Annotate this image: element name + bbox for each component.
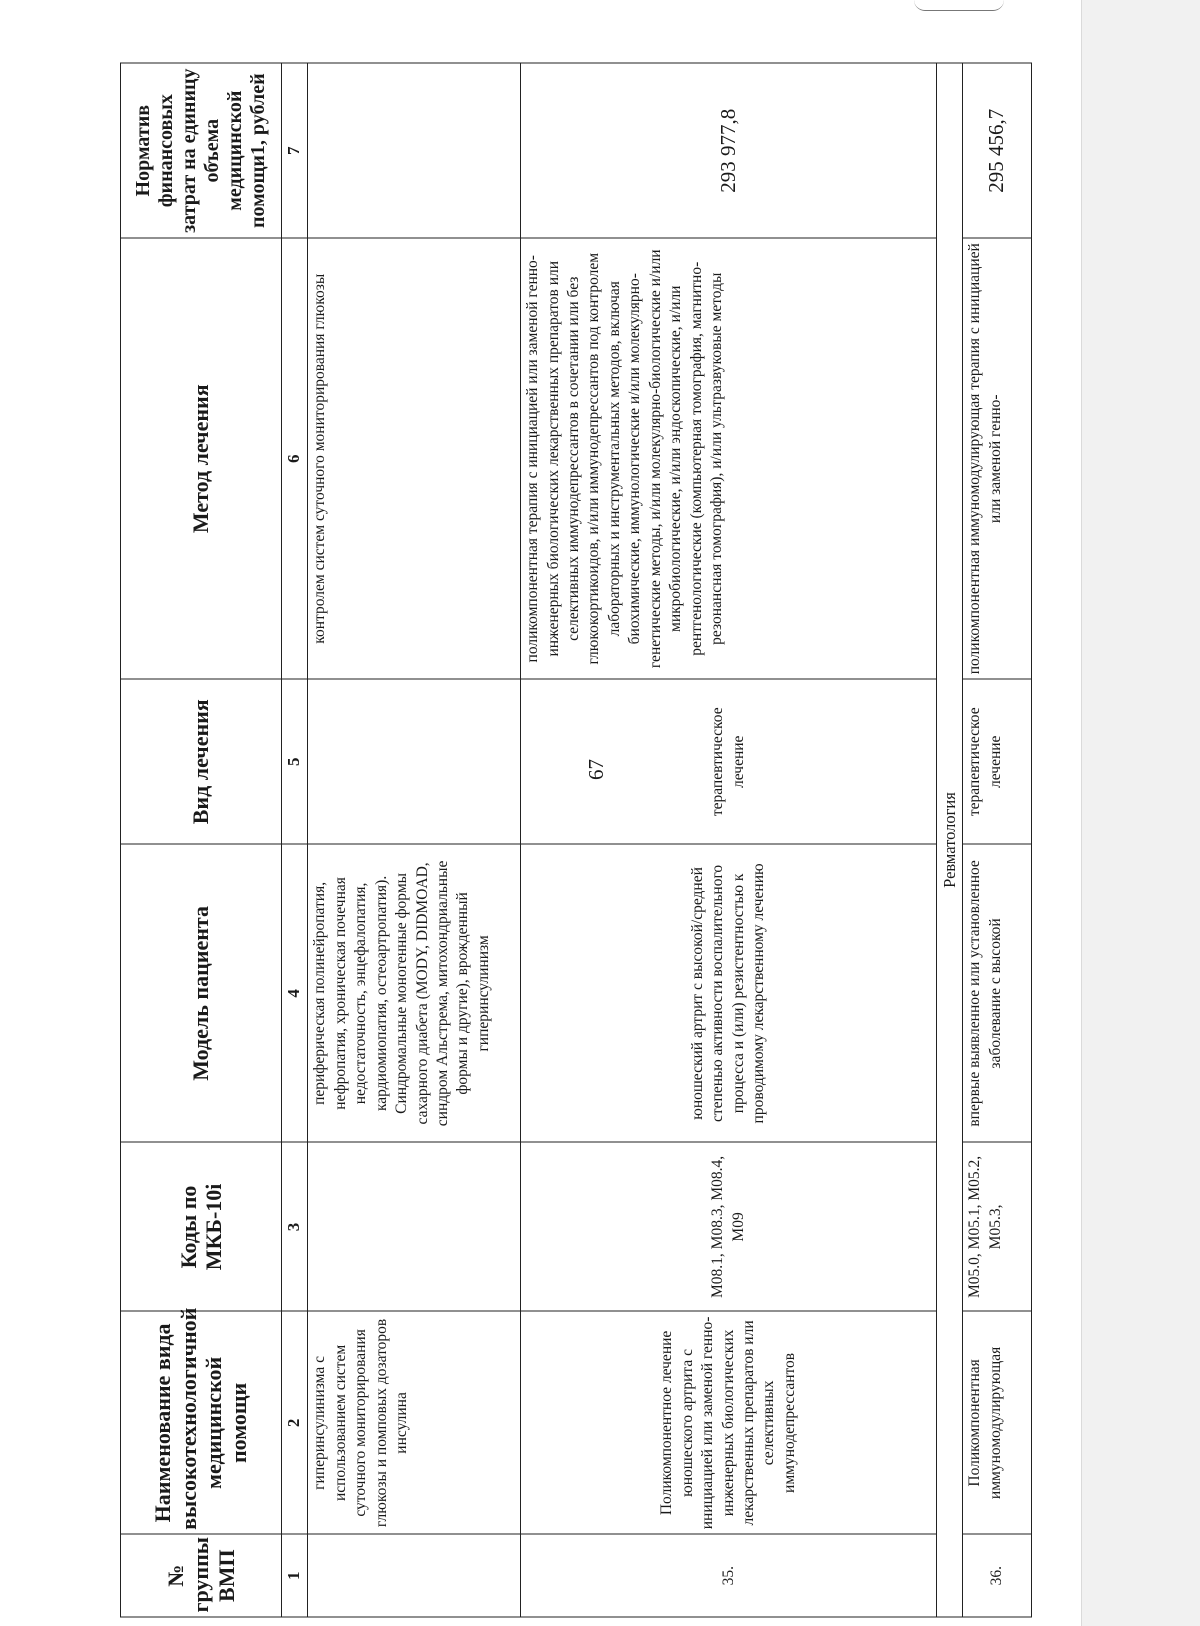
cell-treatment-type: терапевтическое лечение — [521, 679, 937, 844]
column-number: 5 — [281, 679, 307, 844]
cell-icd-codes: M08.1, M08.3, M08.4, M09 — [521, 1142, 937, 1311]
page-number: 67 — [584, 759, 608, 780]
table-row — [521, 63, 937, 1617]
cell-cost: 295 456,7 — [963, 63, 1032, 238]
section-title: Ревматология — [937, 63, 963, 1617]
column-number: 7 — [281, 63, 307, 238]
cell-treatment-method: контролем систем суточного мониторирования глюкозы — [308, 238, 521, 679]
cell-cost — [308, 63, 521, 238]
column-number: 4 — [281, 844, 307, 1142]
column-number: 1 — [281, 1534, 307, 1617]
cell-icd-codes: M05.0, M05.1, M05.2, M05.3, — [963, 1142, 1032, 1311]
cell-cost: 293 977,8 — [521, 63, 937, 238]
vmp-table — [120, 63, 1032, 1618]
header-cost-standard: Норматив финансовых затрат на единицу объема медицинской помощи1, рублей — [121, 63, 282, 238]
cell-treatment-type: терапевтическое лечение — [963, 679, 1032, 844]
header-patient-model: Модель пациента — [121, 844, 282, 1142]
header-group-number: № группы ВМП — [121, 1534, 282, 1617]
table-row — [308, 63, 521, 1617]
header-row — [121, 63, 282, 1617]
header-treatment-method: Метод лечения — [121, 238, 282, 679]
scan-margin — [1081, 0, 1200, 1626]
cell-patient-model: впервые выявленное или установленное заболевание с высокой — [963, 844, 1032, 1142]
scan-mark — [914, 0, 1004, 11]
column-number: 2 — [281, 1311, 307, 1534]
header-care-type: Наименование вида высокотехнологичной медицинской помощи — [121, 1311, 282, 1534]
cell-treatment-method: поликомпонентная терапия с инициацией или заменой генно-инженерных биологических лекарственных препаратов или селективных иммунодепрессантов в сочетании или без глюкокортикоидов, и/или иммунодепрессантов под контролем лабораторных и инструментальных методов, включая биохимические, иммунологические и/или молекулярно-генетические методы, и/или молекулярно-биологические и/или микробиологические, и/или эндоскопические, и/или рентгенологические (компьютерная томография, магнитно-резонансная томография), и/или ультразвуковые методы — [521, 238, 937, 679]
cell-care-type: Поликомпонентная иммуномодулирующая — [963, 1311, 1032, 1534]
cell-group — [308, 1534, 521, 1617]
rotated-page — [120, 63, 1032, 1618]
cell-patient-model: юношеский артрит с высокой/средней степенью активности воспалительного процесса и (или) резистентностью к проводимому лекарственному лечению — [521, 844, 937, 1142]
column-number: 3 — [281, 1142, 307, 1311]
cell-icd-codes — [308, 1142, 521, 1311]
cell-care-type: Поликомпонентное лечение юношеского артрита с инициацией или заменой генно-инженерных биологических лекарственных препаратов или селективных иммунодепрессантов — [521, 1311, 937, 1534]
cell-group: 35. — [521, 1534, 937, 1617]
table-row — [963, 63, 1032, 1617]
section-row — [937, 63, 963, 1617]
cell-patient-model: периферическая полинейропатия, нефропатия, хроническая почечная недостаточность, энцефалопатия, кардиомиопатия, остеоартропатия). Синдромальные моногенные формы сахарного диабета (MODY, DIDMOAD, синдром Альстрема, митохондриальные формы и другие), врожденный гиперинсулинизм — [308, 844, 521, 1142]
cell-group: 36. — [963, 1534, 1032, 1617]
cell-care-type: гиперинсулинизма с использованием систем суточного мониторирования глюкозы и помповых дозаторов инсулина — [308, 1311, 521, 1534]
column-number: 6 — [281, 238, 307, 679]
cell-treatment-method: поликомпонентная иммуномодулирующая терапия с инициацией или заменой генно- — [963, 238, 1032, 679]
header-treatment-type: Вид лечения — [121, 679, 282, 844]
cell-treatment-type — [308, 679, 521, 844]
header-icd-codes: Коды по МКБ-10i — [121, 1142, 282, 1311]
column-number-row — [281, 63, 307, 1617]
